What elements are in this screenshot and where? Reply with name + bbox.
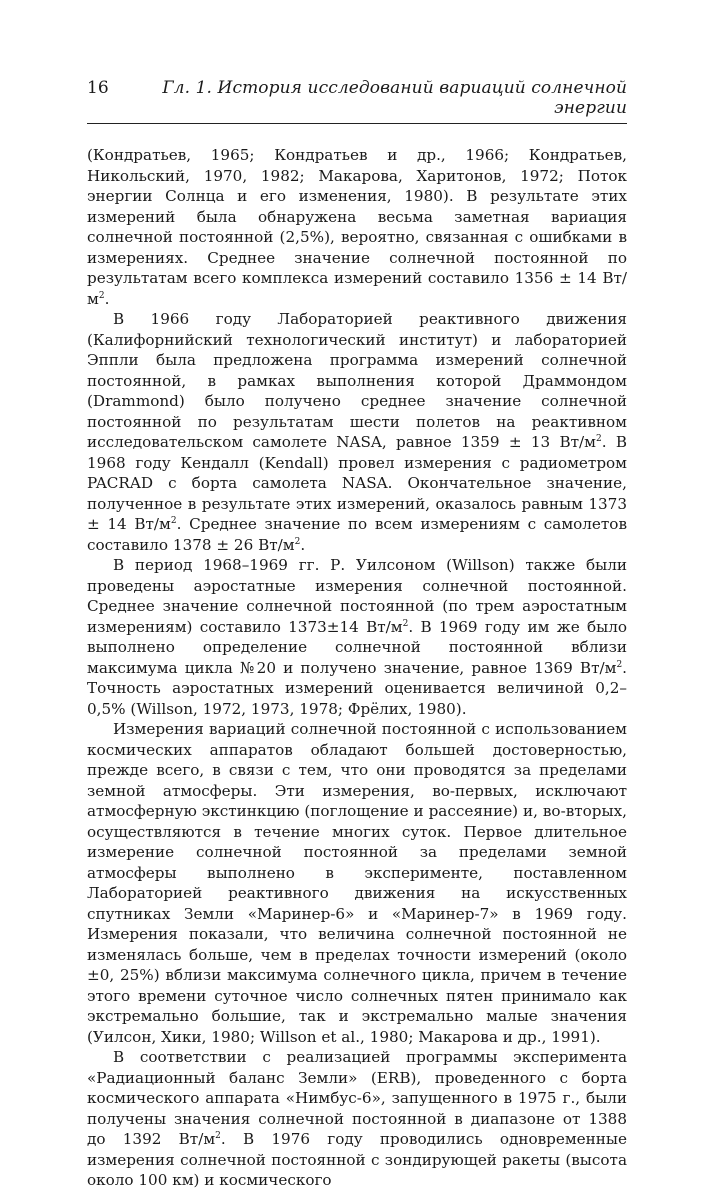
paragraph [87,309,627,555]
text-run: . Среднее значение по всем измерениям с самолетов составило 1378 ± 26 Вт/м [87,515,628,554]
superscript: 2 [294,536,301,547]
superscript: 2 [170,516,177,526]
text-run: В соответствии с реализацией программы эксперимента «Радиационный баланс Земли» (ERB), проведенного с борта космического аппарата «Нимбус-6», запущенного в 1975 г., были получены значения солнечной постоянной в диапазоне от 1388 до 1392 Вт/м [87,1048,627,1148]
text-run: . В 1968 году Кендалл (Kendall) провел измерения с радиометром PACRAD с борта самолета NASA. Окончательное значение, полученное в результате этих измерений, оказалось равным 1373 ± 14 Вт/м [87,433,628,533]
paragraph [87,145,627,309]
page-number: 16 [87,78,109,98]
text-run: . В 1969 году им же было выполнено определение солнечной постоянной вблизи максимума цикла №20 и получено значение, равное 1369 Вт/м [87,617,627,677]
superscript: 2 [595,434,602,444]
superscript: 2 [402,618,409,629]
text-run: . [104,289,110,308]
paragraph [87,719,627,1047]
text-run: (Кондратьев, 1965; Кондратьев и др., 1966; Кондратьев, Никольский, 1970, 1982; Макарова, Харитонов, 1972; Поток энергии Солнца и его изменения, 1980). В результате этих измерений была обнаружена весьма заметная вариация солнечной постоянной (2,5%), вероятно, связанная с ошибками в измерениях. Среднее значение солнечной постоянной по результатам всего комплекса измерений составило 1356 ± 14 Вт/м [87,146,627,308]
text-run: В период 1968–1969 гг. Р. Уилсоном (Willson) также были проведены аэростатные измерения солнечной постоянной. Среднее значение солнечной постоянной (по трем аэростатным измерениям) составило 1373±14 Вт/м [87,556,627,636]
text-run: . Точность аэростатных измерений оценивается величиной 0,2–0,5% (Willson, 1972, 1973, 1978; Фрёлих, 1980). [87,658,627,718]
paragraph [87,555,627,719]
text-run: Измерения вариаций солнечной постоянной с использованием космических аппаратов обладают большей достоверностью, прежде всего, в связи с тем, что они проводятся за пределами земной атмосферы. Эти измерения, во-первых, исключают атмосферную экстинкцию (поглощение и рассеяние) и, во-вторых, осуществляются в течение многих суток. Первое длительное измерение солнечной постоянной за пределами земной атмосферы выполнено в эксперименте, поставленном Лабораторией реактивного движения на искусственных спутниках Земли «Маринер-6» и «Маринер-7» в 1969 году. Измерения показали, что величина солнечной постоянной не изменялась больше, чем в пределах точности измерений (около ±0, 25%) вблизи максимума солнечного цикла, причем в течение этого времени суточное число солнечных пятен принимало как экстремально большие, так и экстремально малые значения (Уилсон, Хики, 1980; Willson et al., 1980; Макарова и др., 1991). [87,720,627,1046]
page-header [87,78,627,124]
book-page [87,78,627,1191]
paragraph [87,1047,627,1191]
superscript: 2 [215,1131,221,1141]
text-run: . [300,535,306,554]
superscript: 2 [98,290,105,301]
superscript: 2 [616,659,623,670]
body-text [87,145,627,1191]
running-title: Гл. 1. История исследований вариаций солнечной энергии [162,78,627,118]
text-run: . В 1976 году проводились одновременные измерения солнечной постоянной с зондирующей ракеты (высота около 100 км) и космического [87,1130,627,1189]
text-run: В 1966 году Лабораторией реактивного движения (Калифорнийский технологический институт) и лабораторией Эппли была предложена программа измерений солнечной постоянной, в рамках выполнения которой Драммондом (Drammond) было получено среднее значение солнечной постоянной по результатам шести полетов на реактивном исследовательском самолете NASA, равное 1359 ± 13 Вт/м [87,310,627,451]
